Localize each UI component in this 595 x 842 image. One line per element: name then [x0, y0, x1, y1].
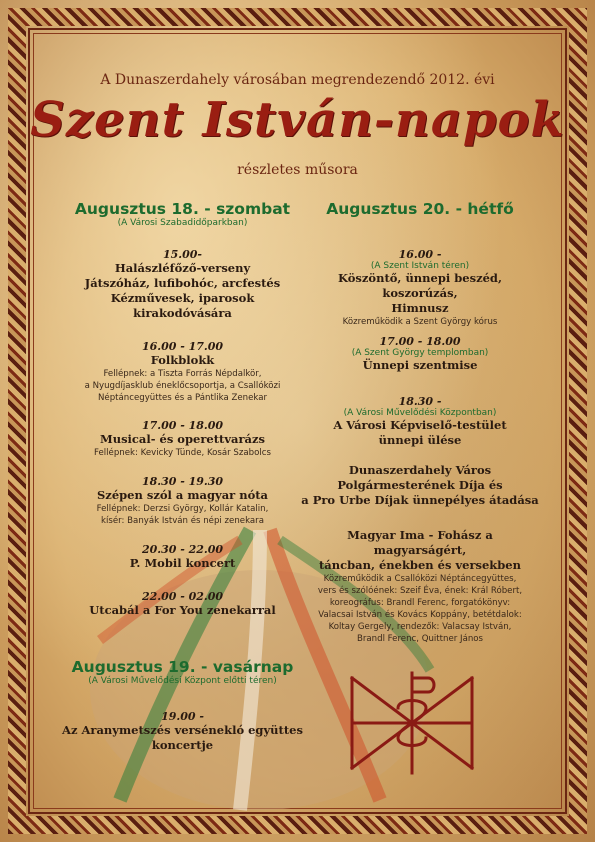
- event-time: 18.30 -: [398, 395, 442, 408]
- event-detail: Brandl Ferenc, Quittner János: [356, 634, 484, 644]
- event-line: Halászléfőző-verseny: [114, 261, 251, 275]
- event-line: A Városi Képviselő-testület: [333, 418, 507, 432]
- event-time: 17.00 - 18.00: [141, 419, 224, 432]
- event-time: 22.00 - 02.00: [141, 590, 224, 603]
- event-detail: Koltay Gergely, rendezők: Valacsay István,: [328, 622, 512, 632]
- event-detail: Valacsai István és Kovács Koppány, betétdalok:: [318, 610, 522, 620]
- event-line: Játszóház, lufibohóc, arcfestés: [84, 276, 281, 290]
- day-heading: Augusztus 20. - hétfő: [326, 200, 514, 218]
- event-title: Ünnepi szentmise: [362, 358, 478, 372]
- event-time: 18.30 - 19.30: [141, 475, 224, 488]
- event-detail: Közreműködik a Csallóközi Néptáncegyüttes,: [323, 574, 517, 584]
- monogram-logo: [338, 668, 486, 778]
- event-line: ünnepi ülése: [378, 433, 462, 447]
- day-heading: Augusztus 18. - szombat: [74, 200, 291, 218]
- venue: (A Városi Művelődési Központ előtti téren): [88, 676, 277, 686]
- event-title: P. Mobil koncert: [129, 556, 236, 570]
- event-detail: a Nyugdíjasklub éneklőcsoportja, a Csallóközi: [84, 381, 281, 391]
- event-line: táncban, énekben és versekben: [318, 558, 521, 572]
- event-line: Polgármesterének Díja és: [337, 478, 503, 492]
- event-detail: Fellépnek: a Tiszta Forrás Népdalkör,: [103, 369, 262, 379]
- header-intro: A Dunaszerdahely városában megrendezendő 2012. évi: [100, 72, 495, 88]
- event-line: Magyar Ima - Fohász a magyarságért,: [347, 528, 493, 557]
- event-detail: vers és szólóének: Szeif Éva, ének: Král Róbert,: [317, 586, 523, 596]
- header-subtitle: részletes műsora: [237, 162, 358, 178]
- event-detail: kísér: Banyák István és népi zenekara: [101, 516, 264, 526]
- event-detail: Közreműködik a Szent György kórus: [342, 317, 498, 327]
- venue: (A Szent István téren): [370, 261, 470, 271]
- event-title: Folkblokk: [150, 353, 215, 367]
- event-line: Dunaszerdahely Város: [348, 463, 492, 477]
- venue: (A Városi Művelődési Központban): [343, 408, 497, 418]
- event-time: 16.00 - 17.00: [141, 340, 224, 353]
- main-title: Szent István-napok: [30, 92, 565, 148]
- event-detail: Fellépnek: Derzsi György, Kollár Katalin,: [96, 504, 269, 514]
- day-heading: Augusztus 19. - vasárnap: [71, 658, 294, 676]
- event-time: 20.30 - 22.00: [141, 543, 224, 556]
- event-detail: koreográfus: Brandl Ferenc, forgatókönyv:: [329, 598, 511, 608]
- event-detail: Fellépnek: Kevicky Tünde, Kosár Szabolcs: [94, 448, 271, 458]
- event-line: kirakodóvására: [133, 306, 232, 320]
- event-line: Kézművesek, iparosok: [110, 291, 255, 305]
- event-title: Musical- és operettvarázs: [99, 432, 265, 446]
- venue: (A Városi Szabadidőparkban): [117, 218, 248, 228]
- event-line: Az Aranymetszés versénekló együttes: [62, 723, 303, 737]
- event-time: 16.00 -: [398, 248, 442, 261]
- event-line: Himnusz: [391, 301, 449, 315]
- event-line: koncertje: [151, 738, 214, 752]
- event-time: 17.00 - 18.00: [379, 335, 461, 348]
- event-title: Szépen szól a magyar nóta: [96, 488, 269, 502]
- event-line: Köszöntő, ünnepi beszéd, koszorúzás,: [338, 271, 502, 300]
- event-time: 19.00 -: [161, 710, 204, 723]
- event-title: Utcabál a For You zenekarral: [89, 603, 276, 617]
- event-time: 15.00-: [162, 248, 202, 261]
- event-detail: Néptáncegyüttes és a Pántlika Zenekar: [98, 393, 267, 403]
- event-line: a Pro Urbe Díjak ünnepélyes átadása: [301, 493, 539, 507]
- venue: (A Szent György templomban): [351, 348, 489, 358]
